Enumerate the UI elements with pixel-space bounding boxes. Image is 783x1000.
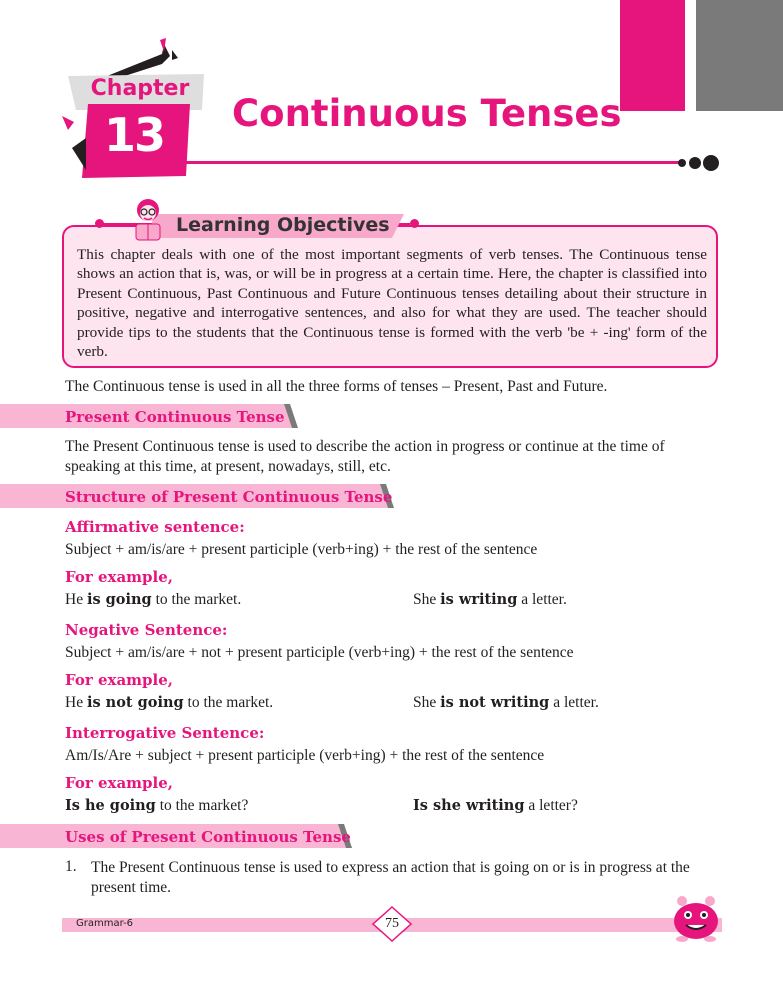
objectives-text: This chapter deals with one of the most important segments of verb tenses. The Continuous tense shows an action that is, was, or will be in progress at a certain time. Here, the chapter is classified into Present Continuous, Past Continuous and Future Continuous tenses detailing about their structure in positive, negative and interrogative sentences, and also for what they are used. The teacher should provide tips to the students that the Continuous tense is formed with the verb 'be + -ing' form of the verb. xyxy=(77,246,707,361)
affirmative-formula: Subject + am/is/are + present participle (verb+ing) + the rest of the sentence xyxy=(65,541,538,558)
objectives-title: Learning Objectives xyxy=(176,214,390,236)
negative-example-1: He is not going to the market. xyxy=(65,694,274,711)
title-underline xyxy=(170,161,682,164)
interrogative-formula: Am/Is/Are + subject + present participle (verb+ing) + the rest of the sentence xyxy=(65,747,545,764)
girl-mascot-icon xyxy=(130,196,166,242)
bullet-dot-icon xyxy=(95,219,104,228)
footer-book-title: Grammar-6 xyxy=(76,918,134,929)
affirmative-example-1: He is going to the market. xyxy=(65,591,242,608)
corner-grey-block xyxy=(696,0,783,111)
section-heading-present-continuous: Present Continuous Tense xyxy=(65,408,285,426)
example-label: For example, xyxy=(65,671,173,689)
chapter-number: 13 xyxy=(103,108,164,162)
affirmative-label: Affirmative sentence: xyxy=(65,518,245,536)
dots-ornament-icon xyxy=(676,153,721,173)
chapter-label: Chapter xyxy=(90,76,190,101)
interrogative-example-2: Is she writing a letter? xyxy=(413,797,578,814)
corner-pink-block xyxy=(620,0,685,111)
present-continuous-paragraph: The Present Continuous tense is used to describe the action in progress or continue at the time of speaking at this time, at present, nowadays, still, etc. xyxy=(65,438,665,475)
list-item: The Present Continuous tense is used to express an action that is going on or is in progress at the present time. xyxy=(91,859,690,896)
page-number: 75 xyxy=(385,916,399,931)
negative-example-2: She is not writing a letter. xyxy=(413,694,599,711)
example-label: For example, xyxy=(65,568,173,586)
page-title: Continuous Tenses xyxy=(232,92,622,135)
negative-label: Negative Sentence: xyxy=(65,621,228,639)
section-heading-structure: Structure of Present Continuous Tense xyxy=(65,488,393,506)
interrogative-example-1: Is he going to the market? xyxy=(65,797,249,814)
section-heading-uses: Uses of Present Continuous Tense xyxy=(65,828,351,846)
intro-paragraph: The Continuous tense is used in all the three forms of tenses – Present, Past and Future. xyxy=(65,378,608,395)
interrogative-label: Interrogative Sentence: xyxy=(65,724,265,742)
affirmative-example-2: She is writing a letter. xyxy=(413,591,567,608)
list-item-number: 1. xyxy=(65,858,77,875)
example-label: For example, xyxy=(65,774,173,792)
negative-formula: Subject + am/is/are + not + present participle (verb+ing) + the rest of the sentence xyxy=(65,644,574,661)
monster-mascot-icon xyxy=(668,893,724,943)
bullet-dot-icon xyxy=(410,219,419,228)
